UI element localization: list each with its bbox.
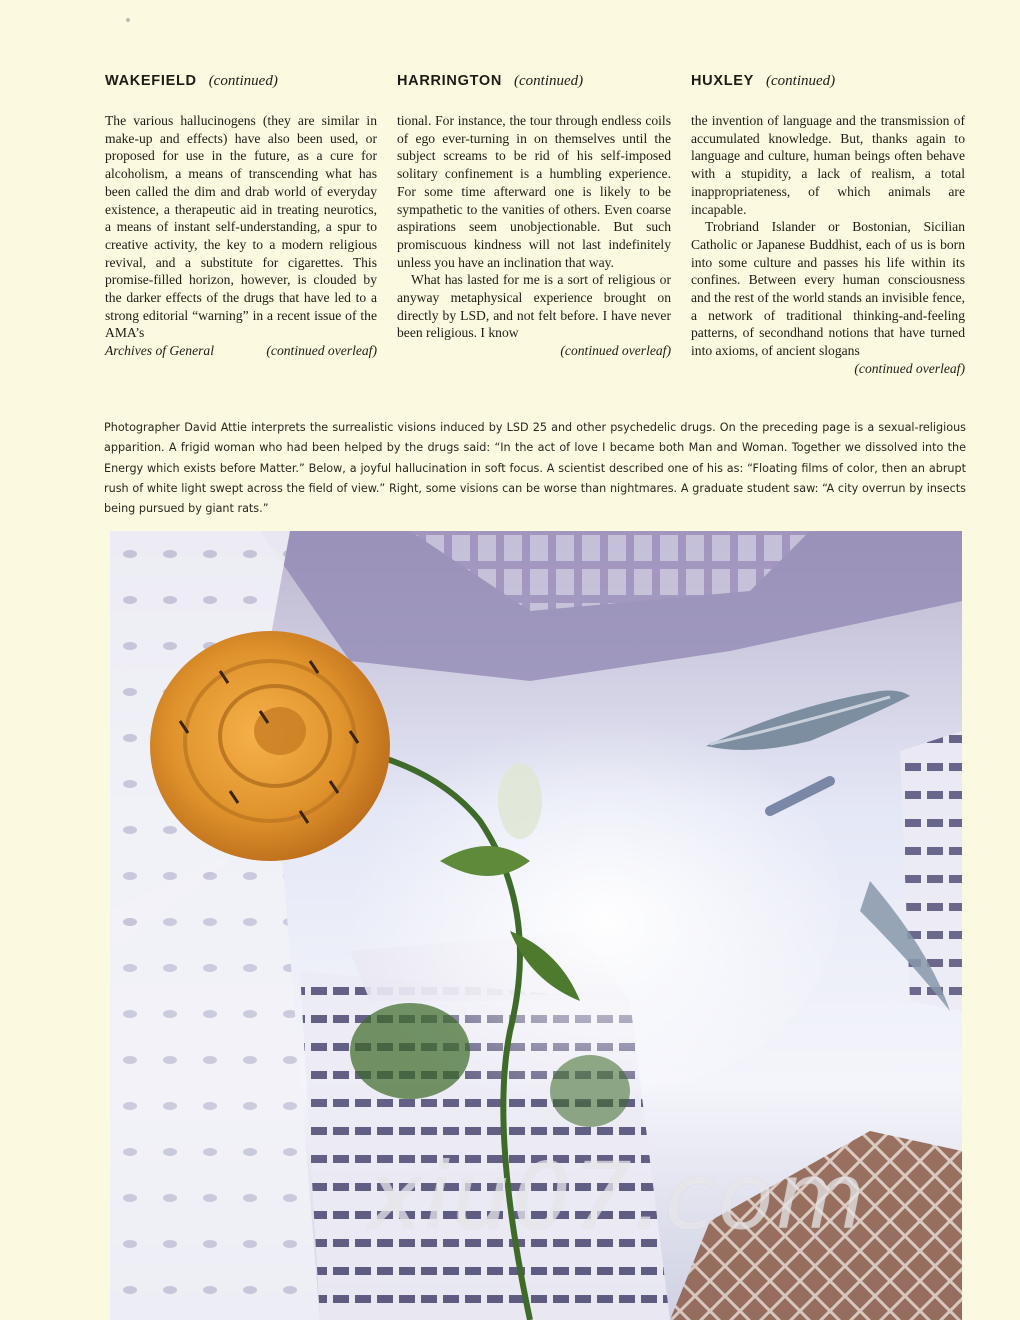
column-body — [397, 112, 671, 360]
author-name: HUXLEY — [691, 73, 755, 89]
column-tail — [691, 360, 965, 378]
paragraph: Trobriand Islander or Bostonian, Sicilian Catholic or Japanese Buddhist, each of us is born into some culture and passes his life within its confines. Between every human consciousness and the rest of the world stands an invisible fence, a network of traditional thinking-and-feeling patterns, of secondhand notions that have turned into axioms, of ancient slogans — [691, 219, 965, 359]
continued-label: (continued) — [514, 73, 584, 89]
column-tail — [397, 342, 671, 360]
column-harrington — [397, 72, 671, 360]
leaf-shadow — [550, 1055, 630, 1127]
watermark: xiu07.com — [368, 1143, 868, 1250]
column-heading — [397, 72, 671, 92]
paper-speck — [126, 18, 130, 22]
white-bud — [498, 763, 542, 839]
column-heading — [691, 72, 965, 92]
continued-overleaf: (continued overleaf) — [560, 343, 671, 359]
author-name: WAKEFIELD — [105, 73, 197, 89]
journal-title: Archives of General — [105, 343, 214, 359]
leaf-shadow — [350, 1003, 470, 1099]
paragraph: The various hallucinogens (they are similar in make-up and effects) have also been used, or proposed for use in the future, as a cure for alcoholism, a means of transcending what has been called the dim and drab world of everyday existence, a therapeutic aid in treating neurotics, a means of instant self-understanding, a spur to creative activity, the key to a modern religious revival, and a substitute for cigarettes. This promise-filled horizon, however, is clouded by the darker effects of the drugs that have led to a strong editorial “warning” in a recent issue of the AMA’s — [105, 113, 377, 341]
column-tail — [105, 342, 377, 360]
column-wakefield — [105, 72, 377, 360]
continued-label: (continued) — [766, 73, 836, 89]
paragraph: What has lasted for me is a sort of religious or anyway metaphysical experience brought on directly by LSD, and not felt before. I have never been religious. I know — [397, 272, 671, 341]
surreal-photograph — [110, 531, 962, 1320]
column-body — [691, 112, 965, 378]
continued-overleaf: (continued overleaf) — [854, 360, 965, 376]
column-heading — [105, 72, 377, 92]
orange-rose — [150, 631, 390, 861]
paragraph: the invention of language and the transmission of accumulated knowledge. But, thanks again to language and culture, human beings often behave with a stupidity, a lack of realism, a total inappropriateness, of which animals are incapable. — [691, 113, 965, 217]
column-body — [105, 112, 377, 360]
paragraph: tional. For instance, the tour through endless coils of ego ever-turning in on themselves until the subject screams to be rid of his self-imposed solitary confinement is a humbling experience. For some time afterward one is likely to be sympathetic to the vanities of others. Even coarse aspirations seem unobjectionable. But such promiscuous kindness will not last indefinitely unless you have an inclination that way. — [397, 113, 671, 270]
continued-label: (continued) — [208, 73, 278, 89]
continued-overleaf: (continued overleaf) — [266, 343, 377, 359]
photo-caption: Photographer David Attie interprets the surrealistic visions induced by LSD 25 and other psychedelic drugs. On the preceding page is a sexual-religious apparition. A frigid woman who had been helped by the drugs said: “In the act of love I became both Man and Woman. Together we dissolved into the Energy which exists before Matter.” Below, a joyful hallucination in soft focus. A scientist described one of his as: “Floating films of color, then an abrupt rush of white light swept across the field of view.” Right, some visions can be worse than nightmares. A graduate student saw: “A city overrun by insects being pursued by giant rats.” — [104, 421, 966, 516]
column-huxley — [691, 72, 965, 378]
author-name: HARRINGTON — [397, 73, 503, 89]
